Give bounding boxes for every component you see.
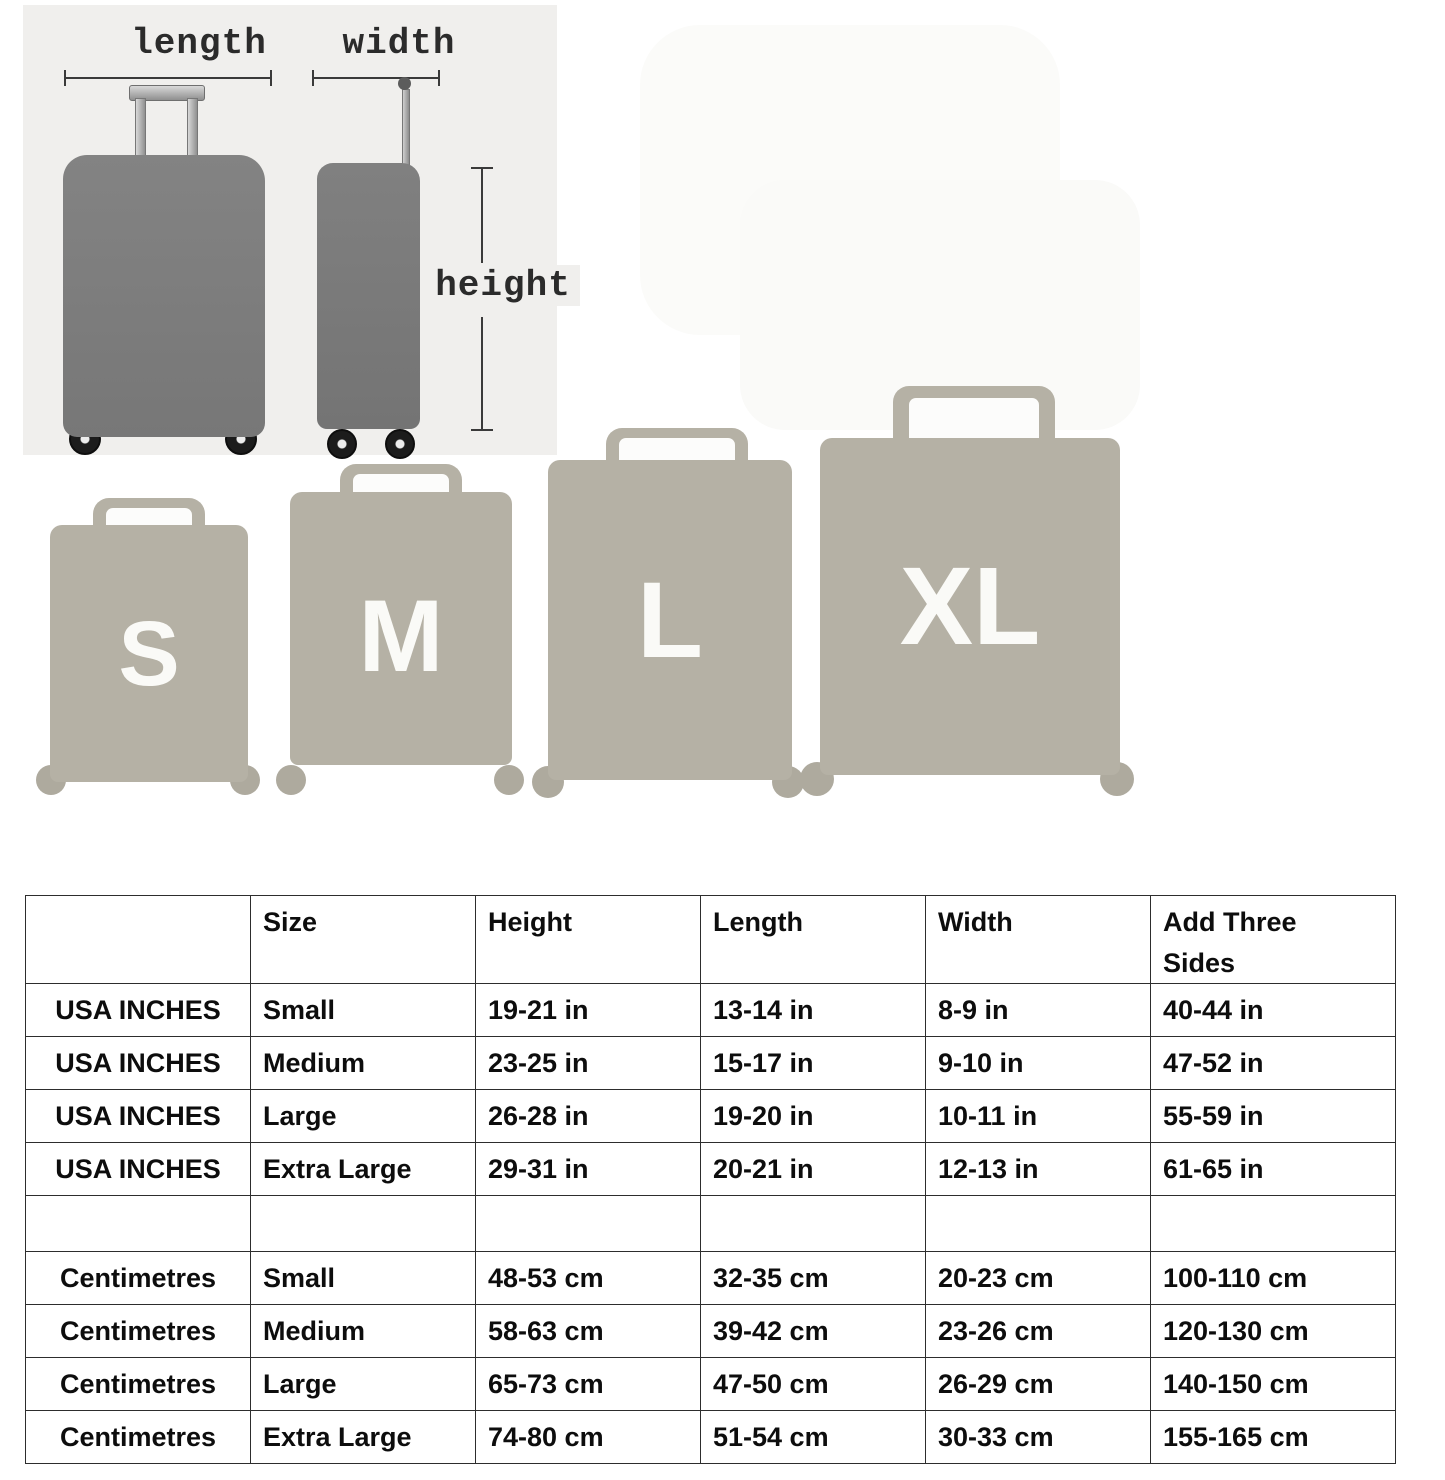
length-label: length: [131, 23, 267, 64]
column-header: Length: [701, 896, 926, 984]
table-cell: 100-110 cm: [1151, 1252, 1396, 1305]
table-cell: Centimetres: [26, 1358, 251, 1411]
table-cell: [251, 1196, 476, 1252]
table-cell: USA INCHES: [26, 1037, 251, 1090]
table-cell: 20-21 in: [701, 1143, 926, 1196]
table-cell: USA INCHES: [26, 1143, 251, 1196]
table-cell: 13-14 in: [701, 984, 926, 1037]
table-cell: 30-33 cm: [926, 1411, 1151, 1464]
table-row: [26, 1196, 1396, 1252]
size-table-header-row: [26, 896, 1396, 984]
length-dimension-line: [64, 77, 272, 79]
table-cell: Small: [251, 984, 476, 1037]
table-cell: 23-26 cm: [926, 1305, 1151, 1358]
table-cell: [26, 1196, 251, 1252]
table-cell: Extra Large: [251, 1143, 476, 1196]
column-header: Width: [926, 896, 1151, 984]
wheel-icon: [276, 765, 306, 795]
table-cell: 65-73 cm: [476, 1358, 701, 1411]
table-cell: 19-20 in: [701, 1090, 926, 1143]
column-header: Height: [476, 896, 701, 984]
size-letter-xl: XL: [899, 544, 1041, 668]
table-cell: USA INCHES: [26, 1090, 251, 1143]
table-row: [26, 1143, 1396, 1196]
table-cell: 15-17 in: [701, 1037, 926, 1090]
table-cell: 39-42 cm: [701, 1305, 926, 1358]
wheel-icon: [327, 429, 357, 459]
table-cell: 47-50 cm: [701, 1358, 926, 1411]
table-cell: Large: [251, 1358, 476, 1411]
table-cell: USA INCHES: [26, 984, 251, 1037]
size-letter-l: L: [637, 559, 703, 680]
size-letter-m: M: [358, 578, 444, 693]
height-dimension-line: [481, 317, 483, 430]
height-dimension-cap: [471, 167, 493, 169]
table-cell: 74-80 cm: [476, 1411, 701, 1464]
table-cell: 155-165 cm: [1151, 1411, 1396, 1464]
table-cell: Centimetres: [26, 1411, 251, 1464]
size-table: [25, 895, 1396, 1464]
table-cell: Medium: [251, 1037, 476, 1090]
height-label: height: [426, 265, 580, 306]
trolley-rod-knob-icon: [398, 77, 411, 90]
height-dimension-line: [481, 168, 483, 263]
table-cell: 12-13 in: [926, 1143, 1151, 1196]
table-cell: 26-28 in: [476, 1090, 701, 1143]
suitcase-body: [548, 460, 792, 780]
table-cell: 55-59 in: [1151, 1090, 1396, 1143]
suitcase-body: [50, 525, 248, 782]
measurement-diagram: [23, 5, 571, 455]
table-cell: 19-21 in: [476, 984, 701, 1037]
table-cell: Extra Large: [251, 1411, 476, 1464]
table-row: [26, 1037, 1396, 1090]
table-cell: 10-11 in: [926, 1090, 1151, 1143]
table-cell: 20-23 cm: [926, 1252, 1151, 1305]
size-letter-s: S: [118, 602, 180, 705]
column-header: [26, 896, 251, 984]
width-dimension-line: [312, 77, 440, 79]
width-label: width: [342, 23, 456, 64]
table-cell: [926, 1196, 1151, 1252]
table-cell: 58-63 cm: [476, 1305, 701, 1358]
table-row: [26, 1090, 1396, 1143]
table-cell: 8-9 in: [926, 984, 1151, 1037]
height-dimension-cap: [471, 429, 493, 431]
table-row: [26, 984, 1396, 1037]
suitcase-body: [290, 492, 512, 765]
table-cell: Small: [251, 1252, 476, 1305]
table-cell: Centimetres: [26, 1305, 251, 1358]
table-cell: 140-150 cm: [1151, 1358, 1396, 1411]
suitcase-front-view: [63, 155, 265, 437]
table-cell: 23-25 in: [476, 1037, 701, 1090]
table-row: [26, 1358, 1396, 1411]
table-cell: 120-130 cm: [1151, 1305, 1396, 1358]
table-cell: Centimetres: [26, 1252, 251, 1305]
table-cell: 9-10 in: [926, 1037, 1151, 1090]
table-cell: [701, 1196, 926, 1252]
size-table-body: [26, 984, 1396, 1464]
table-row: [26, 1305, 1396, 1358]
table-cell: 51-54 cm: [701, 1411, 926, 1464]
table-cell: 40-44 in: [1151, 984, 1396, 1037]
table-row: [26, 1252, 1396, 1305]
table-cell: 29-31 in: [476, 1143, 701, 1196]
table-cell: 48-53 cm: [476, 1252, 701, 1305]
table-cell: 32-35 cm: [701, 1252, 926, 1305]
table-cell: 47-52 in: [1151, 1037, 1396, 1090]
table-cell: 61-65 in: [1151, 1143, 1396, 1196]
column-header: Add Three Sides: [1151, 896, 1396, 984]
column-header: Size: [251, 896, 476, 984]
table-cell: [476, 1196, 701, 1252]
suitcase-handle-icon: [893, 386, 1055, 446]
table-row: [26, 1411, 1396, 1464]
table-cell: Large: [251, 1090, 476, 1143]
wheel-icon: [494, 765, 524, 795]
suitcase-body: [820, 438, 1120, 775]
suitcase-side-view: [317, 163, 420, 429]
table-cell: 26-29 cm: [926, 1358, 1151, 1411]
table-cell: Medium: [251, 1305, 476, 1358]
table-cell: [1151, 1196, 1396, 1252]
wheel-icon: [385, 429, 415, 459]
